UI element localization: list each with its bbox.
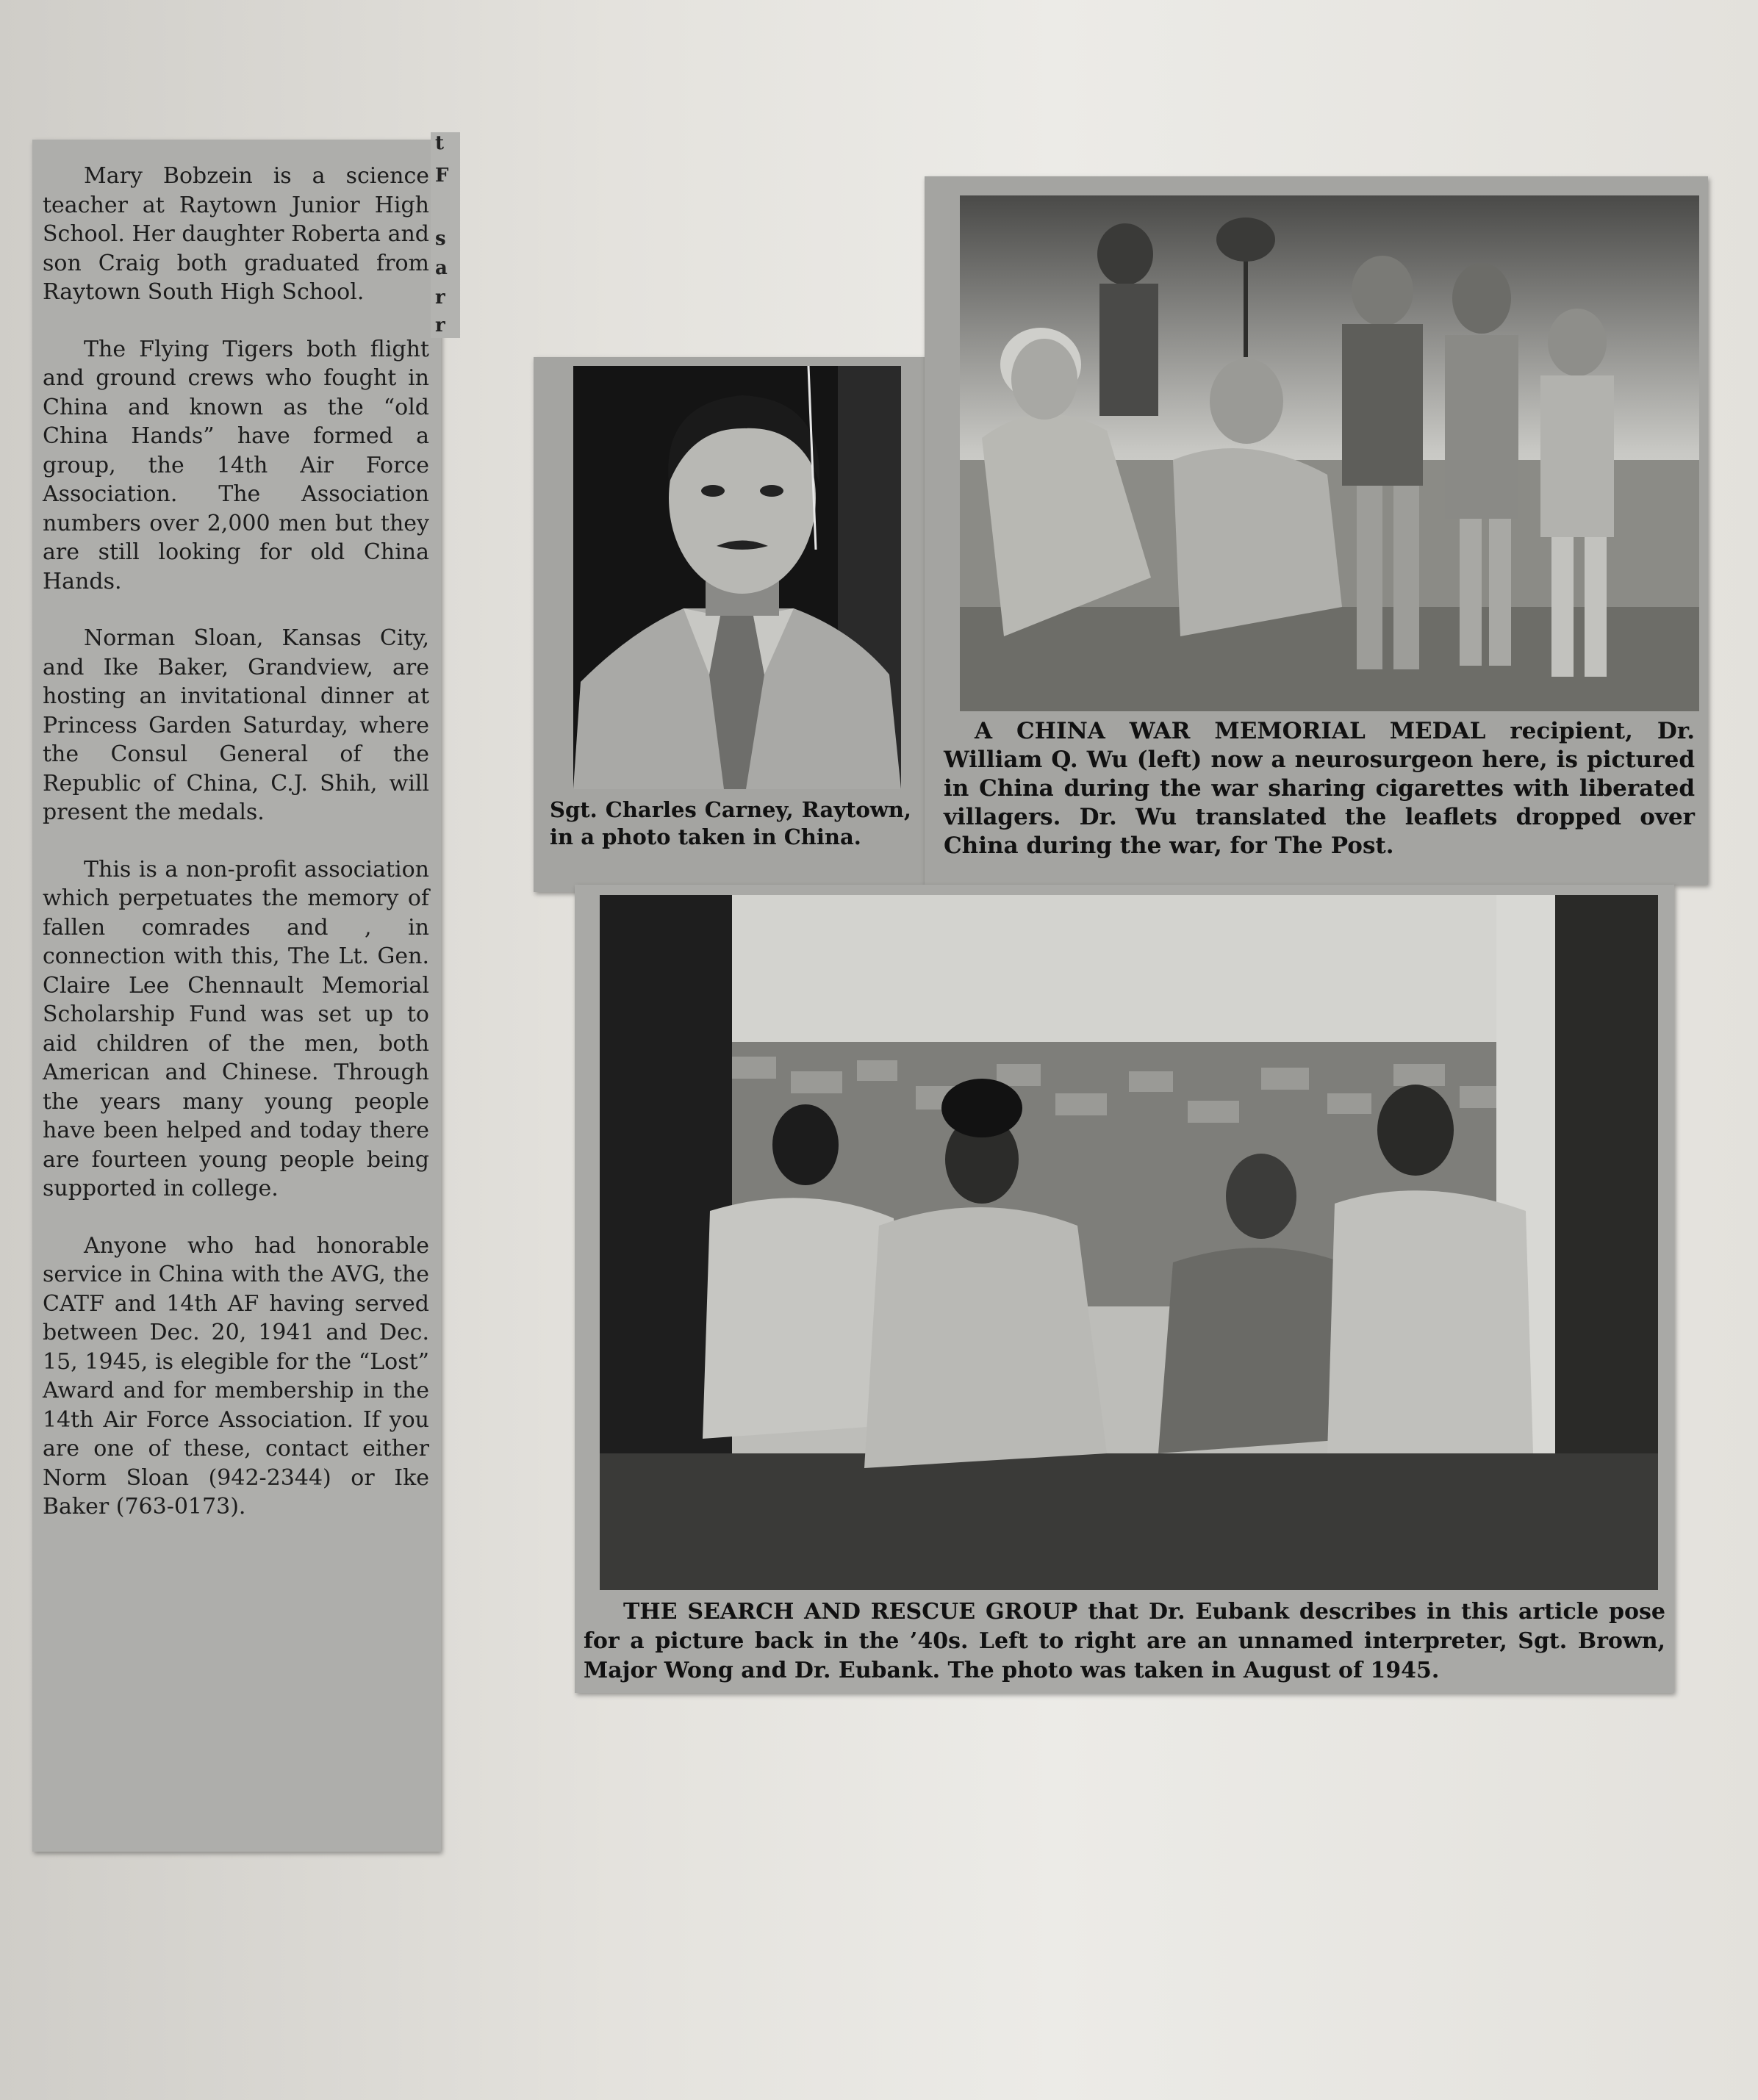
edge-letter: s	[435, 228, 446, 250]
edge-letter: a	[435, 257, 448, 279]
carney-caption: Sgt. Charles Carney, Raytown, in a photo taken in China.	[550, 797, 911, 849]
edge-letter: r	[435, 314, 445, 337]
wu-villagers-photo	[960, 195, 1699, 711]
wu-photo-clipping	[925, 176, 1708, 885]
paragraph-eligibility: Anyone who had honorable service in China with the AVG, the CATF and 14th AF having served between Dec. 20, 1941 and Dec. 15, 1945, is elegible for the “Lost” Award and for membership in the 14th Air Force Association. If you are one of these, contact either Norm Sloan (942-2344) or Ike Baker (763-0173).	[43, 1232, 429, 1520]
rescue-group-photo	[600, 895, 1658, 1590]
edge-letter: t	[435, 132, 445, 154]
paragraph-flying-tigers: The Flying Tigers both flight and ground crews who fought in China and known as the “old China Hands” have formed a group, the 14th Air Force Association. The Association numbers over 2,000 men but they are still looking for old China Hands.	[43, 336, 429, 594]
paragraph-bobzein: Mary Bobzein is a science teacher at Raytown Junior High School. Her daughter Roberta and son Craig both graduated from Raytown South High School.	[43, 163, 429, 305]
wu-caption: A CHINA WAR MEMORIAL MEDAL recipient, Dr. William Q. Wu (left) now a neurosurgeon here, is pictured in China during the war sharing cigarettes with liberated villagers. Dr. Wu translated the leaflets dropped over China during the war, for The Post.	[944, 718, 1695, 859]
article-text	[43, 162, 429, 1550]
edge-letter: F	[435, 165, 449, 187]
edge-letter: r	[435, 287, 445, 309]
carney-photo-clipping	[534, 357, 926, 892]
rescue-group-clipping	[575, 885, 1674, 1693]
rescue-caption: THE SEARCH AND RESCUE GROUP that Dr. Eubank describes in this article pose for a picture back in the ’40s. Left to right are an unnamed interpreter, Sgt. Brown, Major Wong and Dr. Eubank. The photo was taken in August of 1945.	[584, 1599, 1665, 1683]
carney-portrait-photo	[573, 366, 901, 789]
article-text-clipping	[32, 140, 441, 1852]
paragraph-scholarship: This is a non-profit association which perpetuates the memory of fallen comrades and , in connection with this, The Lt. Gen. Claire Lee Chennault Memorial Scholarship Fund was set up to aid children of the men, both American and Chinese. Through the years many young people have been helped and today there are fourteen young people being supported in college.	[43, 856, 429, 1201]
adjacent-column-fragment	[431, 132, 460, 338]
paragraph-dinner: Norman Sloan, Kansas City, and Ike Baker, Grandview, are hosting an invitational dinner at Princess Garden Saturday, where the Consul General of the Republic of China, C.J. Shih, will present the medals.	[43, 625, 429, 825]
